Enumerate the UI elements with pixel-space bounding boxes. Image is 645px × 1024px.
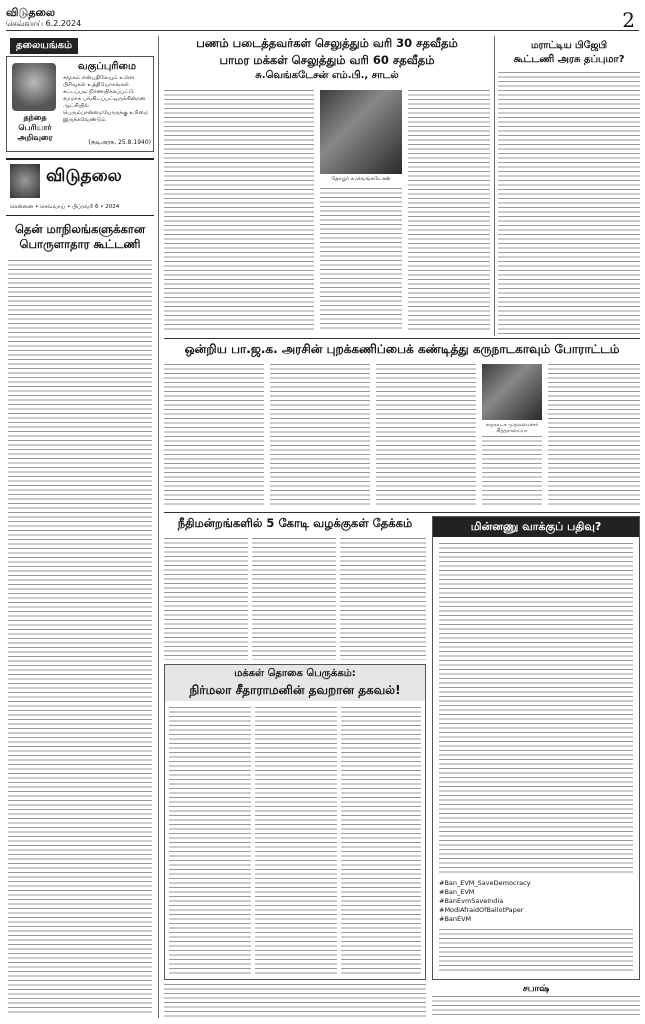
population-col1 bbox=[169, 707, 251, 975]
courts-col3 bbox=[340, 538, 426, 660]
evm-footer-text bbox=[439, 929, 633, 973]
protest-col2 bbox=[270, 364, 370, 508]
evm-tag[interactable]: #ModiAfraidOfBallotPaper bbox=[439, 906, 524, 914]
evm-tag[interactable]: #Ban_EVM_SaveDemocracy bbox=[439, 879, 531, 887]
courts-headline: நீதிமன்றங்களில் 5 கோடி வழக்குகள் தேக்கம் bbox=[177, 516, 413, 530]
editorial-section-tag: தலையங்கம் bbox=[10, 38, 78, 54]
population-kicker: மக்கள் தொகை பெருக்கம்: bbox=[234, 668, 356, 679]
paper-subtitle: சென்னை • செவ்வாய் • பிப்ரவரி 6 • 2024 bbox=[10, 204, 120, 210]
issue-date: செவ்வாய் 6.2.2024 bbox=[6, 19, 82, 28]
rule bbox=[164, 512, 640, 513]
quote-title: வகுப்புரிமை bbox=[78, 61, 136, 72]
bottom-body bbox=[432, 996, 640, 1018]
signature: தந்தை பெரியார் அறிவுரை bbox=[17, 113, 53, 142]
top-story bbox=[164, 36, 490, 336]
top-byline: சு.வெங்கடேசன் எம்.பி., சாடல் bbox=[255, 70, 399, 81]
paper-name: விடுதலை bbox=[46, 166, 122, 186]
quote-source: (குடிஅரசு, 25.8.1940) bbox=[88, 139, 151, 146]
sidebar-body bbox=[498, 72, 640, 334]
editorial-headline: தென் மாநிலங்களுக்கான பொருளாதார கூட்டணி bbox=[14, 222, 146, 251]
courts-col2 bbox=[252, 538, 336, 660]
nameplate-logo bbox=[10, 164, 40, 198]
evm-tag[interactable]: #BanEvmSaveIndia bbox=[439, 897, 504, 905]
sidebar-headline: கூட்டணி அரசு தப்புமா? bbox=[513, 54, 625, 65]
protest-col3 bbox=[376, 364, 476, 508]
evm-tag[interactable]: #BanEVM bbox=[439, 915, 472, 923]
protest-col4 bbox=[548, 364, 640, 508]
population-col2 bbox=[255, 707, 337, 975]
page-header bbox=[6, 6, 639, 31]
masthead-title: விடுதலை bbox=[6, 6, 56, 19]
right-divider bbox=[494, 36, 495, 336]
protest-headline: ஒன்றிய பா.ஜ.க. அரசின் புறக்கணிப்பைக் கண்டித்து கருநாடகாவும் போராட்டம் bbox=[184, 342, 620, 356]
paper-nameplate bbox=[6, 158, 154, 216]
editorial-body bbox=[8, 260, 152, 1016]
population-col3 bbox=[341, 707, 421, 975]
protest-col1 bbox=[164, 364, 264, 508]
periyar-portrait bbox=[12, 63, 56, 111]
sidebar-kicker: மராட்டிய பிஜேபி bbox=[530, 40, 608, 51]
bottom-left-body bbox=[164, 984, 426, 1018]
bottom-kicker: சபாஷ் bbox=[522, 984, 550, 994]
quote-text: சமூகம் என்பதிலேயும் உள்ள பிரிவுகள் உத்தியோகங்கள் சட்டப்படி நிர்ணயிக்கப்பட்டு சமமாக பங்கிடப்பட்டிருக்கின்றன ஆட்சியில் பெரும்பான்மையோருக்கு உரிமை இருக்கவேண்டும் bbox=[63, 75, 149, 123]
column-divider bbox=[158, 36, 159, 1018]
top-story-col3 bbox=[408, 90, 490, 330]
speaker-photo-caption: தோழர் சு.வெங்கடேசன் bbox=[331, 176, 391, 182]
quote-box bbox=[6, 56, 154, 152]
rule bbox=[164, 338, 640, 339]
population-box bbox=[164, 664, 426, 980]
sidebar-story bbox=[498, 40, 640, 336]
speaker-photo bbox=[320, 90, 402, 174]
editorial-column bbox=[6, 38, 154, 1018]
top-story-col2 bbox=[320, 188, 402, 330]
evm-body bbox=[439, 543, 633, 873]
evm-tags bbox=[439, 879, 633, 924]
top-headline-line2: பாமர மக்கள் செலுத்தும் வரி 60 சதவீதம் bbox=[219, 53, 435, 67]
evm-tag[interactable]: #Ban_EVM bbox=[439, 888, 475, 896]
top-story-col1 bbox=[164, 90, 314, 330]
page-number: 2 bbox=[622, 8, 635, 32]
population-headline: நிர்மலா சீதாராமனின் தவறான தகவல்! bbox=[189, 683, 401, 697]
courts-col1 bbox=[164, 538, 248, 660]
protest-photo bbox=[482, 364, 542, 420]
top-headline-line1: பணம் படைத்தவர்கள் செலுத்தும் வரி 30 சதவீதம் bbox=[196, 36, 458, 50]
evm-box bbox=[432, 516, 640, 980]
population-header bbox=[165, 665, 425, 701]
protest-photo-caption: கருநாடக முதலமைச்சர் சித்தராமையா bbox=[485, 422, 539, 434]
evm-headline: மின்னணு வாக்குப் பதிவு? bbox=[433, 517, 639, 537]
protest-col5 bbox=[482, 436, 542, 508]
